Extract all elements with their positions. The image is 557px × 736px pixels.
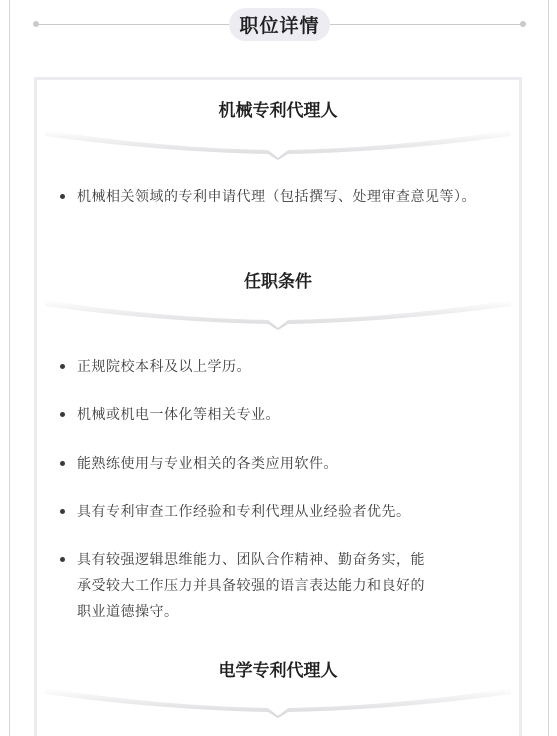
page-title: 职位详情	[239, 15, 320, 37]
page-title-pill	[229, 8, 330, 41]
list-item-text: 能熟练使用与专业相关的各类应用软件。	[77, 456, 338, 472]
list-item-text: 机械或机电一体化等相关专业。	[77, 407, 280, 423]
bullet-icon	[60, 364, 65, 369]
section-title-requirements: 任职条件	[244, 272, 312, 292]
list-item-text: 正规院校本科及以上学历。	[77, 359, 251, 375]
section-title-mechanical-patent-agent: 机械专利代理人	[218, 101, 338, 121]
bullet-icon	[60, 509, 65, 514]
list-item-text: 具有专利审查工作经验和专利代理从业经验者优先。	[77, 504, 411, 520]
page-border-left	[9, 0, 10, 736]
bullet-icon	[60, 557, 65, 562]
title-divider-right	[327, 24, 523, 25]
list-item-text: 具有较强逻辑思维能力、团队合作精神、勤奋务实，能承受较大工作压力并具备较强的语言表达能力和良好的职业道德操守。	[77, 552, 425, 620]
title-divider-dot-right	[520, 21, 526, 27]
page-border-right	[548, 0, 549, 736]
section-wave-divider	[45, 126, 511, 160]
list-item	[60, 184, 480, 236]
title-divider-left	[36, 24, 232, 25]
title-divider-dot-left	[33, 21, 39, 27]
section-title-electrical-patent-agent: 电学专利代理人	[218, 661, 338, 681]
bullet-icon	[60, 461, 65, 466]
list-item-text: 机械相关领域的专利申请代理（包括撰写、处理审查意见等）。	[77, 189, 476, 205]
section-wave-divider	[45, 296, 511, 330]
section-wave-divider	[45, 684, 511, 718]
bullet-icon	[60, 194, 65, 199]
bullet-icon	[60, 412, 65, 417]
